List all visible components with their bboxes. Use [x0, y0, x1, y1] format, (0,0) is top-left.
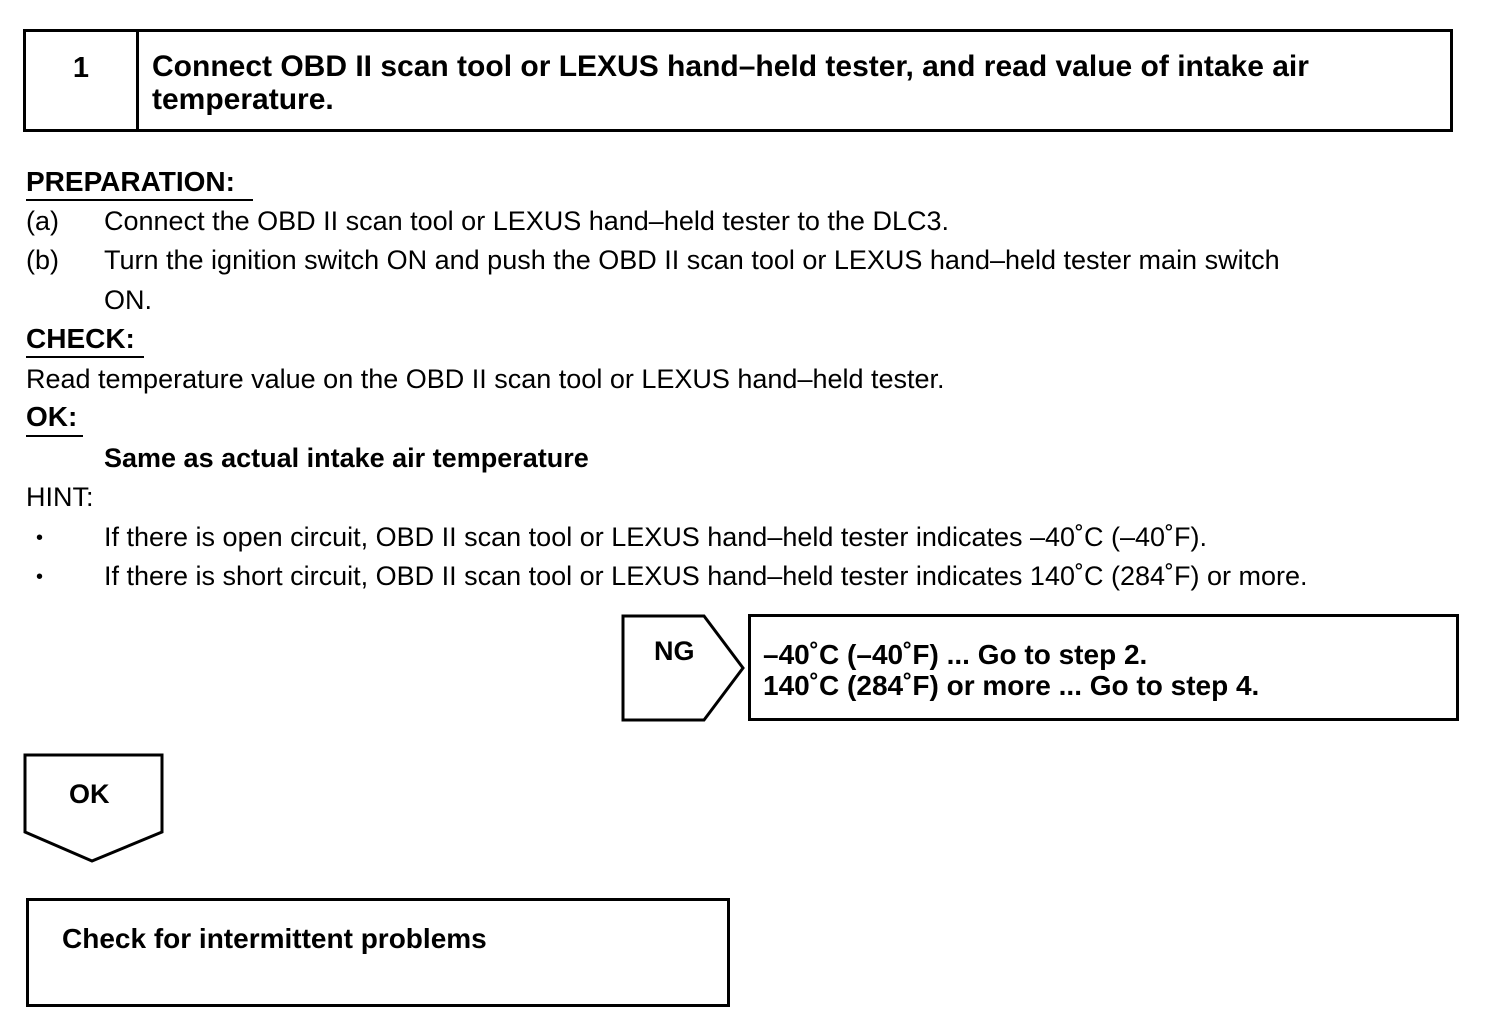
preparation-heading: PREPARATION:	[26, 166, 235, 197]
ng-arrow-shape	[620, 613, 746, 723]
hint-bullet-2: •	[36, 566, 44, 588]
step-title: Connect OBD II scan tool or LEXUS hand–held tester, and read value of intake air temperature.	[152, 50, 1309, 116]
next-step-box	[26, 898, 730, 1007]
ok-label: OK	[69, 779, 110, 809]
step-header-box	[23, 29, 1453, 132]
prep-item-a-text: Connect the OBD II scan tool or LEXUS hand–held tester to the DLC3.	[104, 206, 949, 236]
prep-item-b-text-line2: ON.	[104, 285, 153, 315]
ng-result-line-2: 140˚C (284˚F) or more ... Go to step 4.	[763, 670, 1260, 701]
ng-result-line-1: –40˚C (–40˚F) ... Go to step 2.	[763, 639, 1148, 670]
prep-item-a-label: (a)	[26, 206, 59, 236]
ok-criteria: Same as actual intake air temperature	[104, 443, 589, 473]
ng-label: NG	[654, 636, 695, 666]
ok-heading: OK:	[26, 401, 78, 432]
hint-bullet-1: •	[36, 527, 44, 549]
check-underline	[26, 356, 144, 358]
check-text: Read temperature value on the OBD II scan tool or LEXUS hand–held tester.	[26, 364, 945, 394]
hint-item-1: If there is open circuit, OBD II scan tool or LEXUS hand–held tester indicates –40˚C (–40˚F).	[104, 522, 1208, 552]
prep-item-b-text-line1: Turn the ignition switch ON and push the OBD II scan tool or LEXUS hand–held tester main switch	[104, 245, 1280, 275]
next-step-text: Check for intermittent problems	[62, 923, 487, 954]
check-heading: CHECK:	[26, 323, 135, 354]
ok-underline	[26, 435, 83, 437]
step-number: 1	[26, 32, 139, 129]
prep-item-b-label: (b)	[26, 245, 59, 275]
hint-item-2: If there is short circuit, OBD II scan tool or LEXUS hand–held tester indicates 140˚C (284˚F) or more.	[104, 561, 1308, 591]
preparation-underline	[26, 199, 253, 201]
ng-result-box	[748, 614, 1459, 721]
hint-heading: HINT:	[26, 482, 94, 512]
